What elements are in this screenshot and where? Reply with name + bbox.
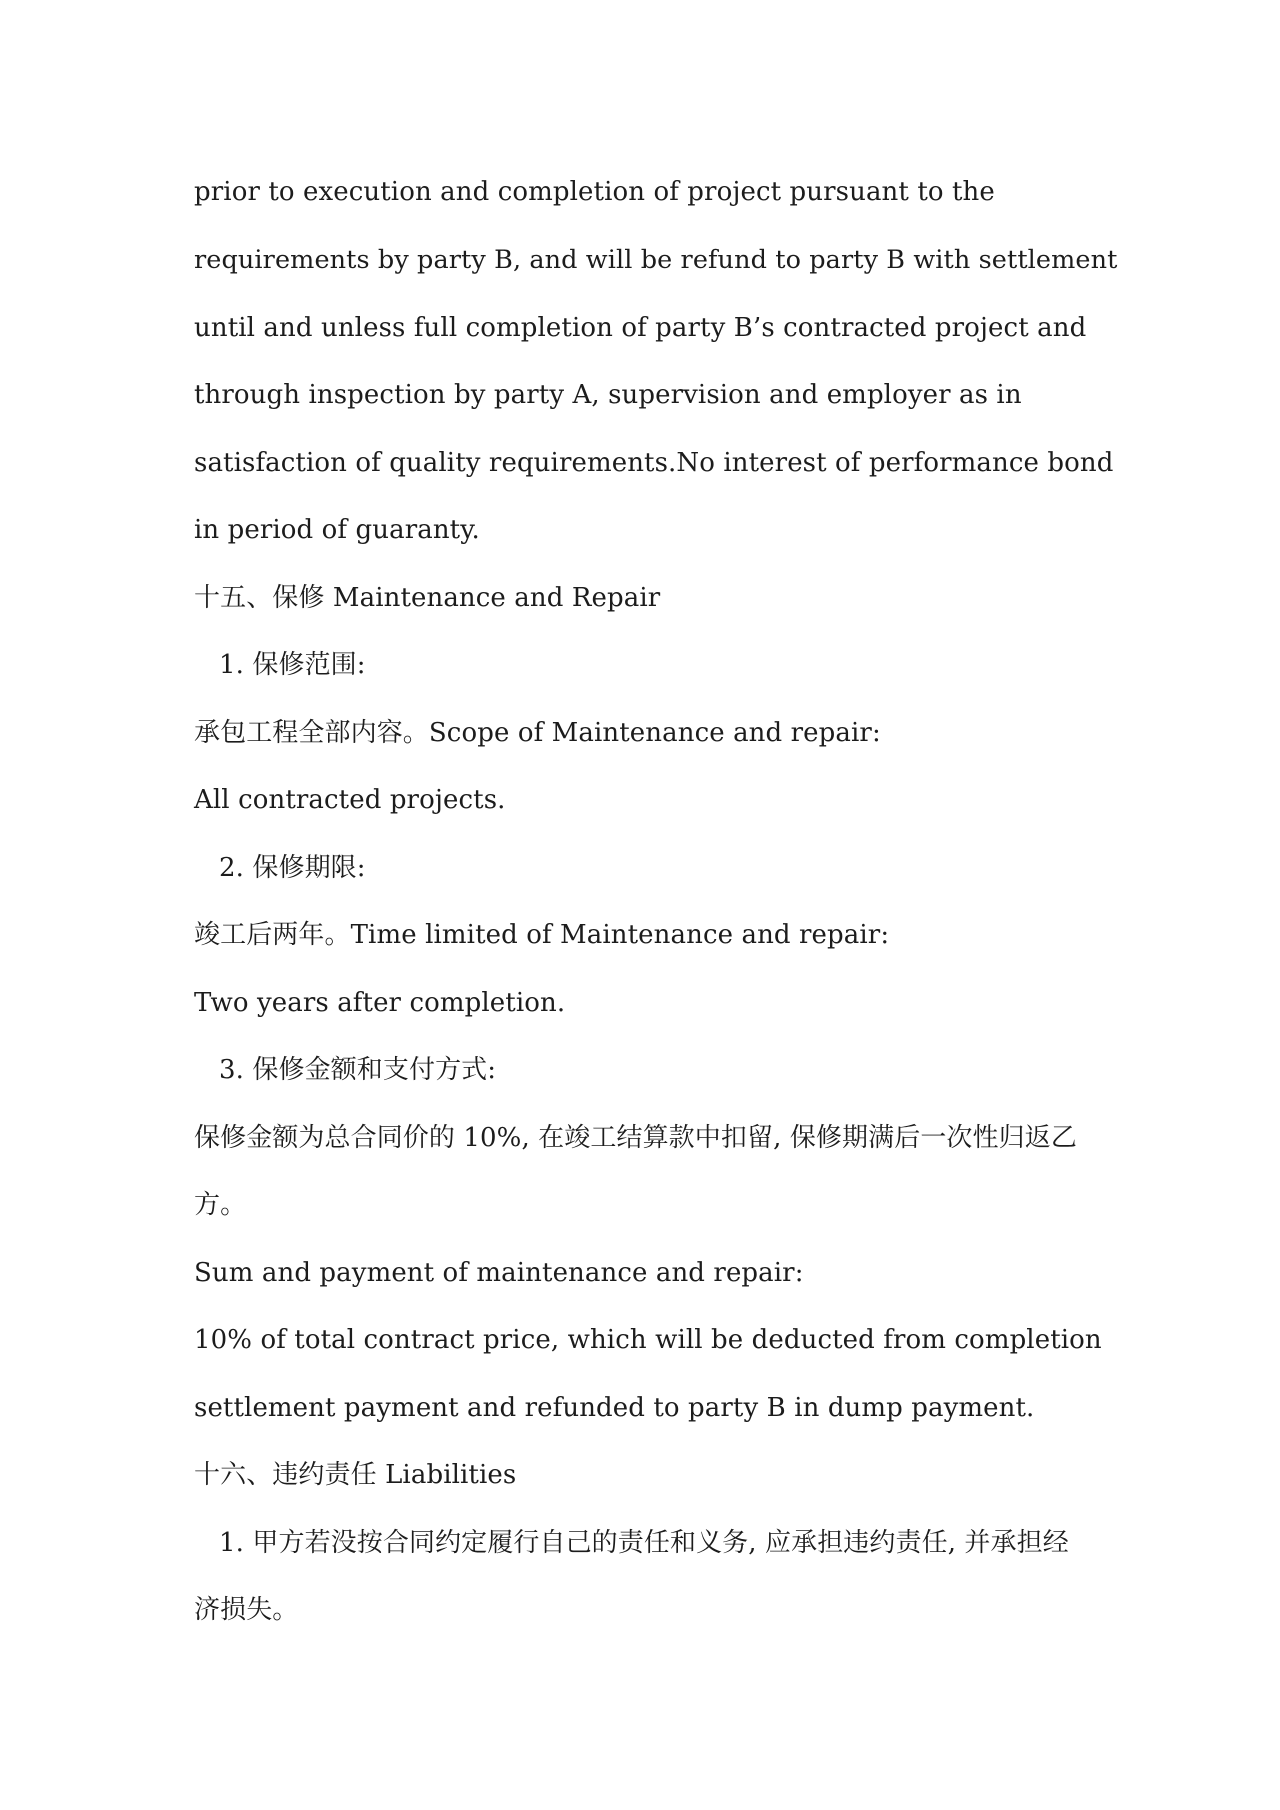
numbered-item-payment: 3. 保修金额和支付方式: — [219, 1055, 497, 1085]
paragraph-line: prior to execution and completion of project pursuant to the — [194, 177, 995, 207]
paragraph-line: in period of guaranty. — [194, 515, 480, 545]
paragraph-line: 方。 — [194, 1190, 247, 1220]
paragraph-line: settlement payment and refunded to party B in dump payment. — [194, 1393, 1035, 1423]
paragraph-line: until and unless full completion of party B’s contracted project and — [194, 313, 1087, 343]
paragraph-line: requirements by party B, and will be refund to party B with settlement — [194, 245, 1118, 275]
paragraph-line: All contracted projects. — [194, 785, 506, 815]
numbered-item-period: 2. 保修期限: — [219, 853, 366, 883]
paragraph-line: Two years after completion. — [194, 988, 566, 1018]
paragraph-line: 济损失。 — [194, 1595, 299, 1625]
paragraph-line: 10% of total contract price, which will be deducted from completion — [194, 1325, 1102, 1355]
numbered-item-liability: 1. 甲方若没按合同约定履行自己的责任和义务, 应承担违约责任, 并承担经 — [219, 1528, 1069, 1558]
section-heading-liabilities: 十六、违约责任 Liabilities — [194, 1460, 517, 1490]
paragraph-line: 承包工程全部内容。Scope of Maintenance and repair: — [194, 718, 881, 748]
paragraph-line: through inspection by party A, supervision and employer as in — [194, 380, 1022, 410]
paragraph-line: satisfaction of quality requirements.No interest of performance bond — [194, 448, 1114, 478]
numbered-item-scope: 1. 保修范围: — [219, 650, 366, 680]
paragraph-line: 保修金额为总合同价的 10%, 在竣工结算款中扣留, 保修期满后一次性归返乙 — [194, 1123, 1077, 1153]
paragraph-line: Sum and payment of maintenance and repair: — [194, 1258, 804, 1288]
section-heading-maintenance: 十五、保修 Maintenance and Repair — [194, 583, 661, 613]
paragraph-line: 竣工后两年。Time limited of Maintenance and repair: — [194, 920, 890, 950]
